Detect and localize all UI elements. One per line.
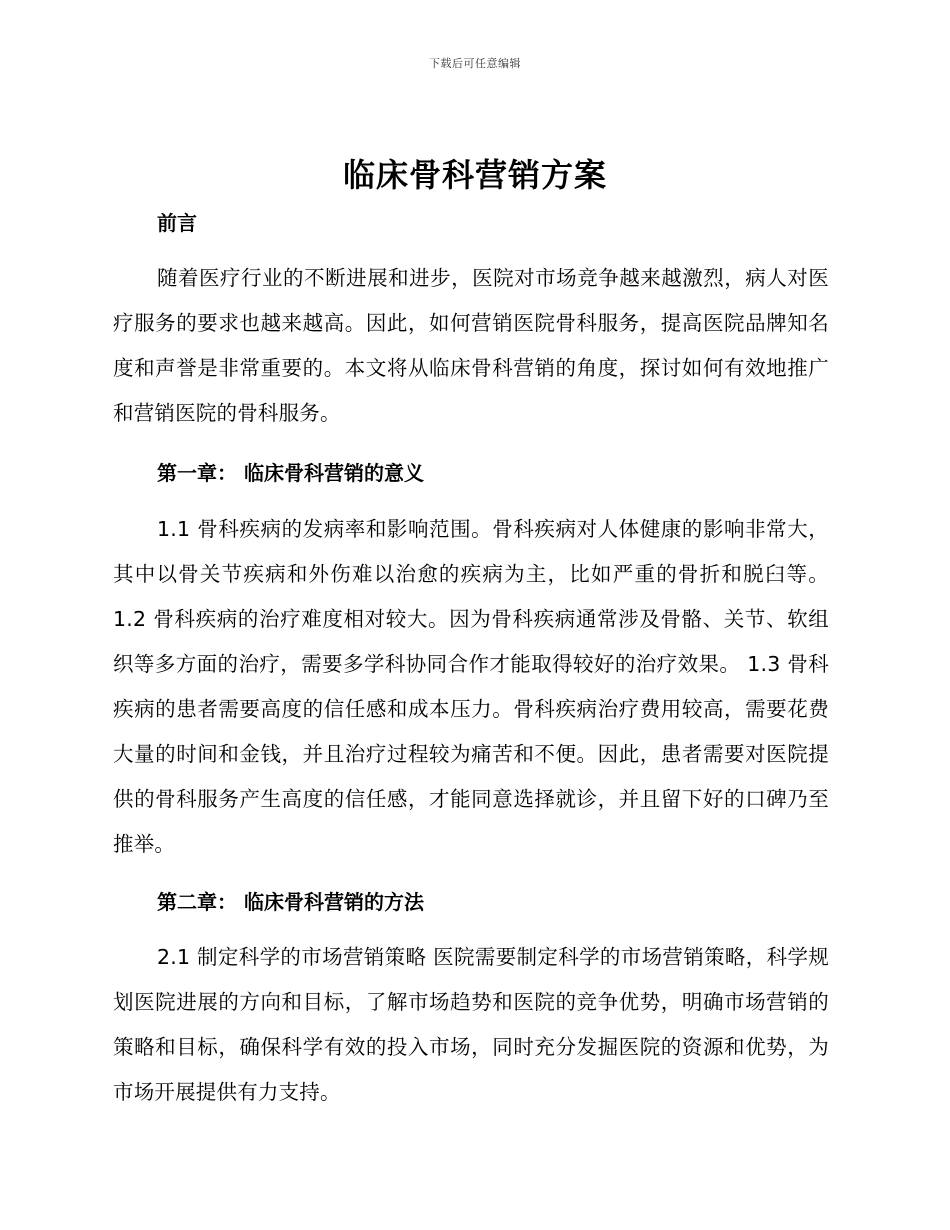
section-heading-chapter-1: 第一章： 临床骨科营销的意义 <box>157 461 424 485</box>
section-paragraph-chapter-2: 2.1 制定科学的市场营销策略 医院需要制定科学的市场营销策略，科学规划医院进展的方向和目标，了解市场趋势和医院的竞争优势，明确市场营销的策略和目标，确保科学有效的投入市场，同时充分发掘医院的资源和优势，为市场开展提供有力支持。 <box>113 945 829 1104</box>
section-paragraph-preface: 随着医疗行业的不断进展和进步，医院对市场竞争越来越激烈，病人对医疗服务的要求也越来越高。因此，如何营销医院骨科服务，提高医院品牌知名度和声誉是非常重要的。本文将从临床骨科营销的角度，探讨如何有效地推广和营销医院的骨科服务。 <box>113 266 829 425</box>
section-paragraph-chapter-1: 1.1 骨科疾病的发病率和影响范围。骨科疾病对人体健康的影响非常大，其中以骨关节疾病和外伤难以治愈的疾病为主，比如严重的骨折和脱臼等。 1.2 骨科疾病的治疗难度相对较大。因为骨科疾病通常涉及骨骼、关节、软组织等多方面的治疗，需要多学科协同合作才能取得较好的治疗效果。 1.3 骨科疾病的患者需要高度的信任感和成本压力。骨科疾病治疗费用较高，需要花费大量的时间和金钱，并且治疗过程较为痛苦和不便。因此，患者需要对医院提供的骨科服务产生高度的信任感，才能同意选择就诊，并且留下好的口碑乃至推举。 <box>113 517 829 856</box>
document-title: 临床骨科营销方案 <box>342 156 607 194</box>
header-note: 下载后可任意编辑 <box>429 57 521 70</box>
section-heading-preface: 前言 <box>157 211 197 235</box>
section-heading-chapter-2: 第二章： 临床骨科营销的方法 <box>157 890 424 914</box>
